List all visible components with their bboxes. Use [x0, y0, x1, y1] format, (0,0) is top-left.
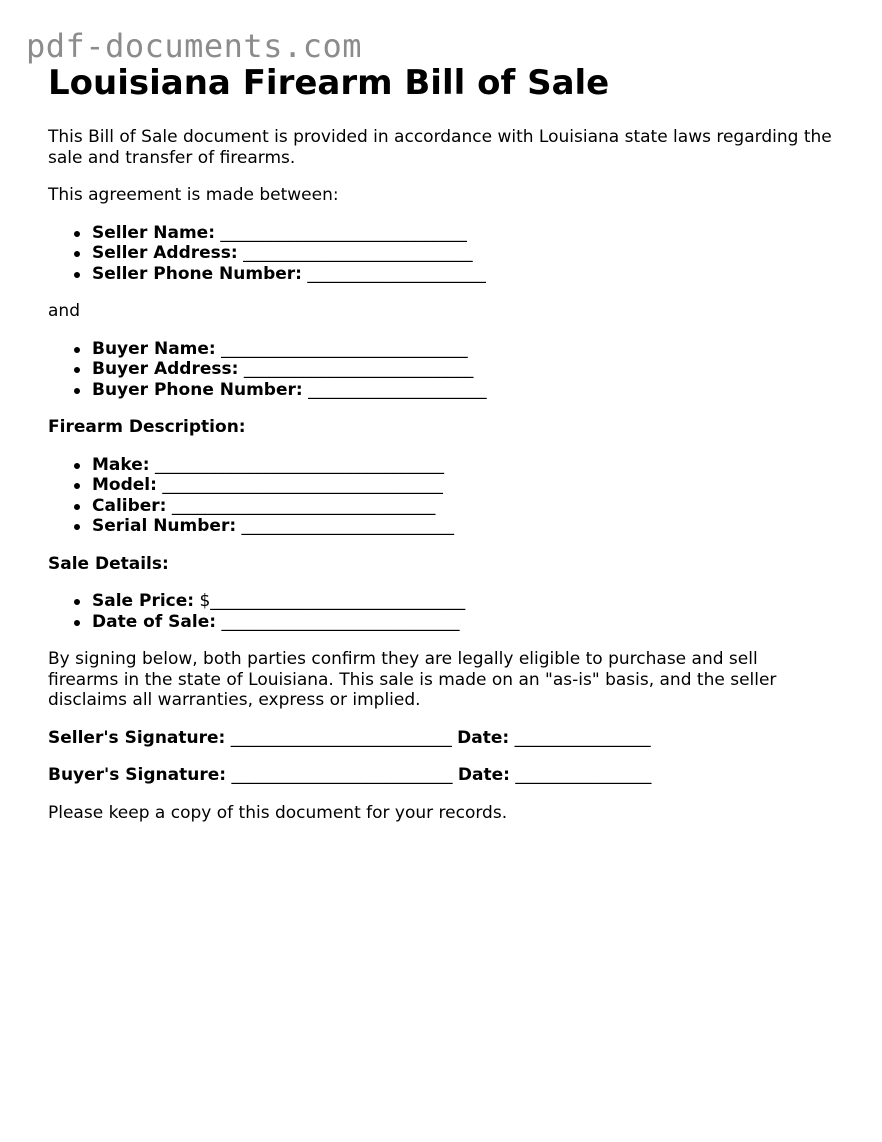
- seller-date-label: Date:: [457, 727, 510, 748]
- seller-date-field[interactable]: ________________: [514, 727, 651, 748]
- list-item: [92, 223, 848, 244]
- document-page: [48, 62, 848, 823]
- seller-address-field[interactable]: ___________________________: [243, 243, 473, 263]
- serial-number-field[interactable]: _________________________: [241, 516, 455, 536]
- date-of-sale-field[interactable]: ____________________________: [221, 611, 460, 632]
- buyer-date-label: Date:: [457, 765, 510, 785]
- seller-signature-label: Seller's Signature:: [48, 727, 226, 748]
- closing-note: Please keep a copy of this document for your records.: [48, 802, 508, 823]
- buyer-phone-field[interactable]: _____________________: [308, 379, 487, 400]
- list-item: [92, 243, 848, 264]
- model-field[interactable]: _________________________________: [162, 475, 443, 495]
- agreement-line: This agreement is made between:: [48, 185, 339, 205]
- buyer-signature-field[interactable]: __________________________: [231, 765, 453, 785]
- list-item: [92, 264, 848, 285]
- list-item: [92, 455, 848, 476]
- buyer-address-label: Buyer Address:: [92, 359, 239, 379]
- sale-price-label: Sale Price:: [92, 591, 195, 611]
- list-item: [92, 339, 848, 360]
- sale-price-field[interactable]: $______________________________: [199, 591, 466, 611]
- seller-address-label: Seller Address:: [92, 243, 238, 263]
- list-item: [92, 612, 848, 633]
- seller-phone-label: Seller Phone Number:: [92, 263, 302, 284]
- make-label: Make:: [92, 454, 150, 475]
- firearm-list: [48, 455, 848, 537]
- caliber-field[interactable]: _______________________________: [171, 495, 436, 516]
- make-field[interactable]: __________________________________: [154, 454, 444, 475]
- buyer-list: [48, 339, 848, 401]
- intro-paragraph: This Bill of Sale document is provided in accordance with Louisiana state laws regarding the sale and transfer of firearms.: [48, 127, 832, 168]
- buyer-signature-line: [48, 765, 848, 786]
- seller-name-field[interactable]: _____________________________: [220, 222, 467, 243]
- caliber-label: Caliber:: [92, 495, 167, 516]
- page-title: Louisiana Firearm Bill of Sale: [48, 63, 610, 103]
- firearm-heading: Firearm Description:: [48, 417, 246, 437]
- sale-list: [48, 591, 848, 632]
- list-item: [92, 591, 848, 612]
- list-item: [92, 359, 848, 380]
- buyer-phone-label: Buyer Phone Number:: [92, 379, 303, 400]
- buyer-date-field[interactable]: ________________: [515, 765, 652, 785]
- seller-list: [48, 223, 848, 285]
- watermark: pdf-documents.com: [26, 27, 363, 65]
- seller-name-label: Seller Name:: [92, 222, 216, 243]
- buyer-name-field[interactable]: _____________________________: [221, 338, 468, 359]
- list-item: [92, 496, 848, 517]
- serial-number-label: Serial Number:: [92, 516, 237, 536]
- buyer-signature-label: Buyer's Signature:: [48, 765, 227, 785]
- list-item: [92, 516, 848, 537]
- list-item: [92, 475, 848, 496]
- confirmation-paragraph: By signing below, both parties confirm they are legally eligible to purchase and sell firearms in the state of Louisiana. This sale is made on an "as-is" basis, and the seller disclaims all warranties, express or implied.: [48, 649, 777, 710]
- buyer-address-field[interactable]: ___________________________: [243, 359, 474, 379]
- model-label: Model:: [92, 475, 157, 495]
- date-of-sale-label: Date of Sale:: [92, 611, 217, 632]
- and-text: and: [48, 301, 80, 321]
- buyer-name-label: Buyer Name:: [92, 338, 216, 359]
- seller-signature-field[interactable]: __________________________: [230, 727, 452, 748]
- sale-details-heading: Sale Details:: [48, 553, 169, 574]
- seller-phone-field[interactable]: _____________________: [307, 263, 486, 284]
- list-item: [92, 380, 848, 401]
- seller-signature-line: [48, 728, 848, 749]
